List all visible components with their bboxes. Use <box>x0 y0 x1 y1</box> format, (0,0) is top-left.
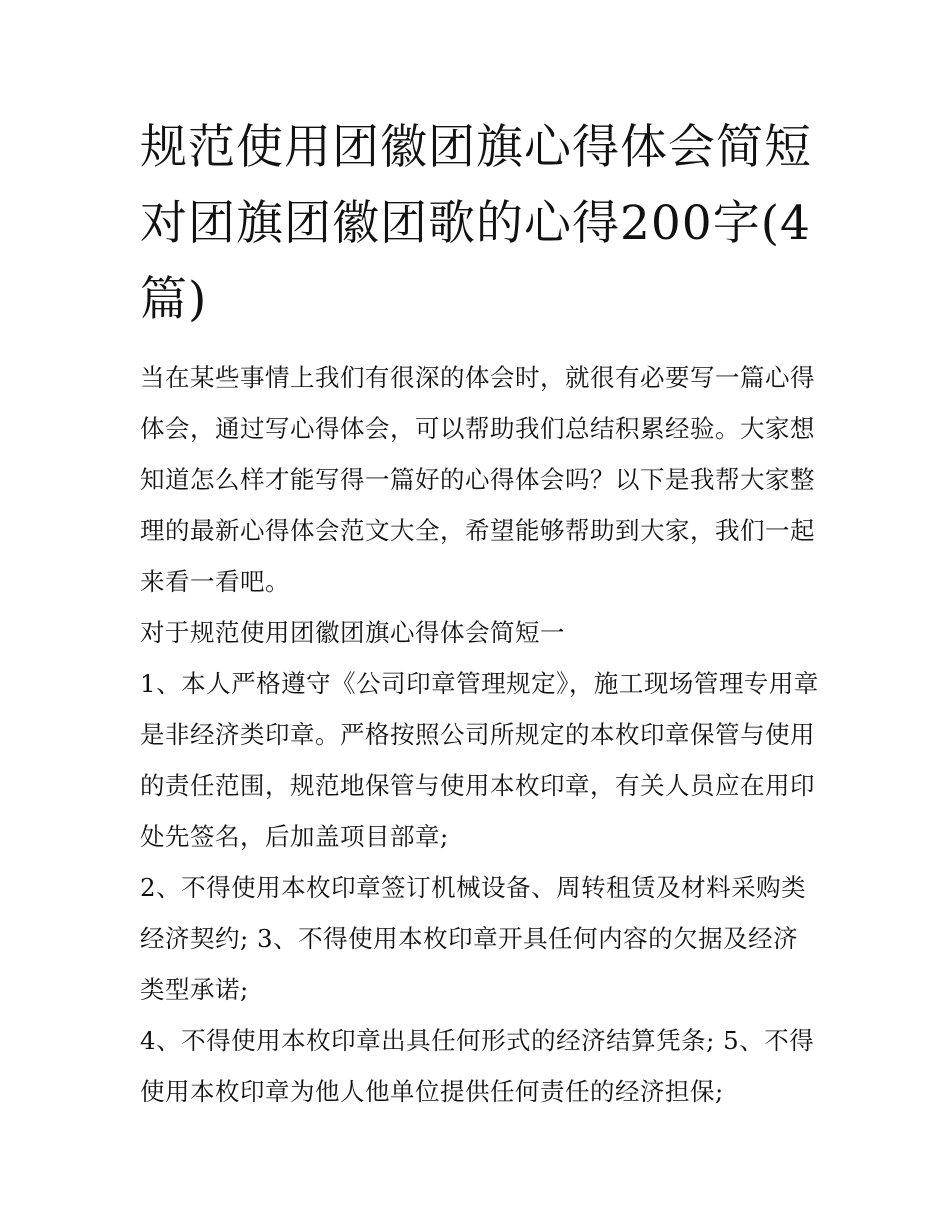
rule-paragraph-2-3: 2、不得使用本枚印章签订机械设备、周转租赁及材料采购类经济契约; 3、不得使用本枚印章开具任何内容的欠据及经济类型承诺; <box>140 873 807 1004</box>
rule-paragraph-4-5: 4、不得使用本枚印章出具任何形式的经济结算凭条; 5、不得使用本枚印章为他人他单位提供任何责任的经济担保; <box>140 1026 815 1106</box>
document-title: 规范使用团徽团旗心得体会简短 对团旗团徽团歌的心得200字(4篇) <box>140 120 812 327</box>
intro-paragraph: 当在某些事情上我们有很深的体会时，就很有必要写一篇心得体会，通过写心得体会，可以帮助我们总结积累经验。大家想知道怎么样才能写得一篇好的心得体会吗？以下是我帮大家整理的最新心得体会范文大全，希望能够帮助到大家，我们一起来看一看吧。 <box>140 363 815 596</box>
section-heading: 对于规范使用团徽团旗心得体会简短一 <box>140 618 565 647</box>
rule-paragraph-1: 1、本人严格遵守《公司印章管理规定》，施工现场管理专用章是非经济类印章。严格按照公司所规定的本枚印章保管与使用的责任范围，规范地保管与使用本枚印章，有关人员应在用印处先签名，后加盖项目部章; <box>140 669 819 851</box>
document-content <box>140 110 820 1117</box>
